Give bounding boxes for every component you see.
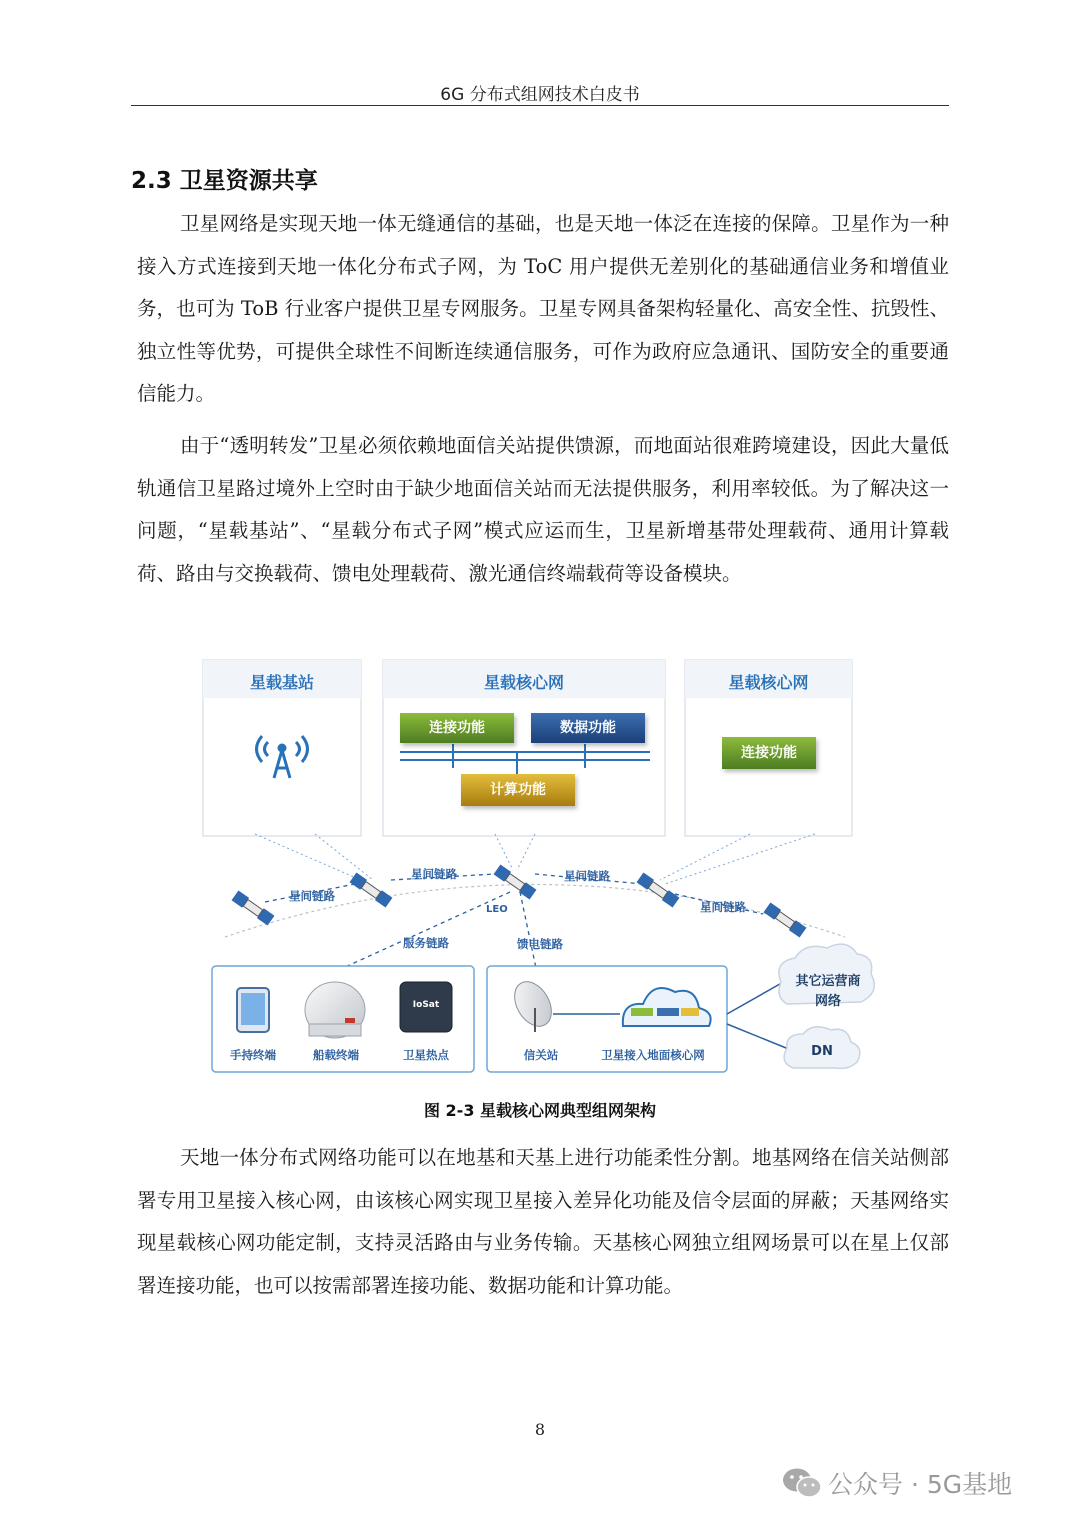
header-title: 6G 分布式组网技术白皮书 <box>440 85 640 105</box>
paragraph-satellite-network: 卫星网络是实现天地一体无缝通信的基础，也是天地一体泛在连接的保障。卫星作为一种接入方式连接到天地一体化分布式子网，为 ToC 用户提供无差别化的基础通信业务和增值业务，也可为 ToB 行业客户提供卫星专网服务。卫星专网具备架构轻量化、高安全性、抗毁性、独立性等优势，可提供全球性不间断连续通信服务，可作为政府应急通讯、国防安全的重要通信能力。 <box>137 212 949 405</box>
ship-terminal-label: 船载终端 <box>313 1048 359 1062</box>
feeder-link-label: 馈电链路 <box>517 937 563 951</box>
inter-satellite-link-label-3: 星间链路 <box>564 869 610 883</box>
architecture-figure <box>195 652 885 1092</box>
section-title: 2.3 卫星资源共享 <box>131 168 318 194</box>
paragraph-transparent-forwarding: 由于“透明转发”卫星必须依赖地面信关站提供馈源，而地面站很难跨境建设，因此大量低轨通信卫星路过境外上空时由于缺少地面信关站而无法提供服务，利用率较低。为了解决这一问题，“星载基站”、“星载分布式子网”模式应运而生，卫星新增基带处理载荷、通用计算载荷、路由与交换载荷、馈电处理载荷、激光通信终端载荷等设备模块。 <box>137 434 949 585</box>
inter-satellite-link-label-4: 星间链路 <box>700 900 746 914</box>
connect-function-box-lite: 连接功能 <box>722 737 816 769</box>
dn-label: DN <box>811 1044 833 1059</box>
watermark <box>782 1463 1012 1503</box>
other-operator-line1: 其它运营商 <box>795 974 861 989</box>
ship-terminal-icon <box>305 982 365 1038</box>
other-operator-network-label <box>781 972 875 1012</box>
wechat-icon <box>782 1466 822 1500</box>
ground-core-network-label: 卫星接入地面核心网 <box>601 1048 705 1062</box>
panel-title-core-net-full: 星载核心网 <box>483 673 564 692</box>
satellite-icon-4 <box>637 872 680 907</box>
inter-satellite-link-label-2: 星间链路 <box>411 867 457 881</box>
satellite-icon-1 <box>232 890 275 925</box>
page-number: 8 <box>534 1420 546 1439</box>
compute-function-box: 计算功能 <box>461 774 575 806</box>
panel-title-core-net-lite: 星载核心网 <box>728 673 809 692</box>
other-operator-line2: 网络 <box>814 994 841 1009</box>
leo-label: LEO <box>486 904 508 915</box>
watermark-text: 公众号 · 5G基地 <box>828 1470 1013 1499</box>
hotspot-brand-label: IoSat <box>412 1000 440 1010</box>
paragraph-flexible-split: 天地一体分布式网络功能可以在地基和天基上进行功能柔性分割。地基网络在信关站侧部署专用卫星接入核心网，由该核心网实现卫星接入差异化功能及信令层面的屏蔽；天基网络实现星载核心网功能定制，支持灵活路由与业务传输。天基核心网独立组网场景可以在星上仅部署连接功能，也可以按需部署连接功能、数据功能和计算功能。 <box>137 1146 949 1297</box>
panel-title-base-station: 星载基站 <box>249 673 314 692</box>
gateway-label: 信关站 <box>523 1048 559 1062</box>
data-function-box: 数据功能 <box>531 713 645 743</box>
handheld-phone-icon <box>237 988 269 1032</box>
connect-function-box: 连接功能 <box>400 713 514 743</box>
figure-caption: 图 2-3 星载核心网典型组网架构 <box>423 1101 657 1120</box>
handheld-terminal-label: 手持终端 <box>230 1048 276 1062</box>
satellite-icon-2 <box>350 872 393 907</box>
satellite-icon-leo <box>494 864 537 899</box>
satellite-hotspot-label: 卫星热点 <box>403 1048 449 1062</box>
satellite-icon-5 <box>764 902 807 937</box>
inter-satellite-link-label-1: 星间链路 <box>289 889 335 903</box>
service-link-label: 服务链路 <box>403 936 449 950</box>
header-divider <box>131 105 949 106</box>
